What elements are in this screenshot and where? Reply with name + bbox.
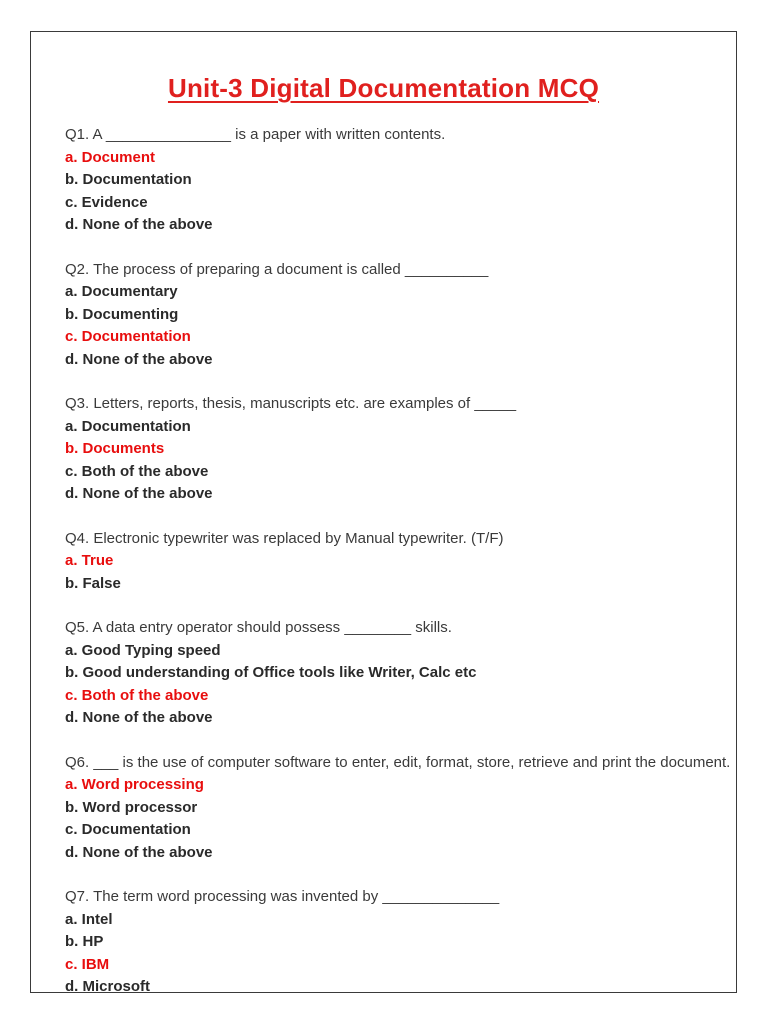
answer-option: b. HP	[65, 933, 104, 950]
correct-answer-option: c. IBM	[65, 955, 110, 973]
correct-answer-option: a. Document	[65, 148, 156, 166]
correct-answer-option: c. Both of the above	[65, 686, 209, 704]
answer-option: d. None of the above	[65, 485, 213, 502]
correct-answer-option: a. True	[65, 552, 114, 569]
correct-answer-option: b. Documents	[65, 440, 165, 457]
answer-option: d. None of the above	[65, 216, 213, 233]
answer-option: a. Intel	[65, 910, 113, 928]
document-frame	[30, 31, 737, 993]
question-block-5	[65, 617, 755, 730]
question-block-3	[65, 393, 755, 506]
question-block-2	[65, 259, 755, 372]
question-block-4	[65, 528, 755, 596]
question-block-7	[65, 886, 755, 999]
answer-option: b. False	[65, 574, 121, 592]
answer-option: d. Microsoft	[65, 978, 150, 995]
answer-option: a. Documentation	[65, 417, 191, 435]
correct-answer-option: a. Word processing	[65, 776, 204, 793]
question-text: Q5. A data entry operator should possess ________ skills.	[65, 619, 452, 636]
question-text: Q7. The term word processing was invented by ______________	[65, 888, 500, 905]
answer-option: b. Good understanding of Office tools like Writer, Calc etc	[65, 664, 477, 681]
page-title: Unit-3 Digital Documentation MCQ	[167, 73, 600, 103]
answer-option: d. None of the above	[65, 843, 213, 861]
answer-option: c. Evidence	[65, 193, 148, 211]
question-text: Q4. Electronic typewriter was replaced by Manual typewriter. (T/F)	[65, 529, 504, 547]
answer-option: a. Good Typing speed	[65, 641, 221, 659]
answer-option: c. Both of the above	[65, 462, 209, 480]
answer-option: c. Documentation	[65, 821, 191, 838]
correct-answer-option: c. Documentation	[65, 328, 191, 345]
question-text: Q1. A _______________ is a paper with written contents.	[65, 126, 446, 143]
answer-option: a. Documentary	[65, 283, 178, 300]
answer-option: d. None of the above	[65, 709, 213, 726]
answer-option: b. Documentation	[65, 171, 192, 188]
question-text: Q3. Letters, reports, thesis, manuscripts etc. are examples of _____	[65, 395, 517, 412]
question-text: Q6. ___ is the use of computer software to enter, edit, format, store, retrieve and print the document.	[65, 753, 731, 771]
question-block-1	[65, 124, 755, 237]
question-block-6	[65, 752, 755, 865]
answer-option: d. None of the above	[65, 350, 213, 368]
question-list	[65, 124, 755, 1021]
answer-option: b. Word processor	[65, 798, 198, 816]
question-text: Q2. The process of preparing a document is called __________	[65, 260, 489, 278]
answer-option: b. Documenting	[65, 305, 179, 323]
